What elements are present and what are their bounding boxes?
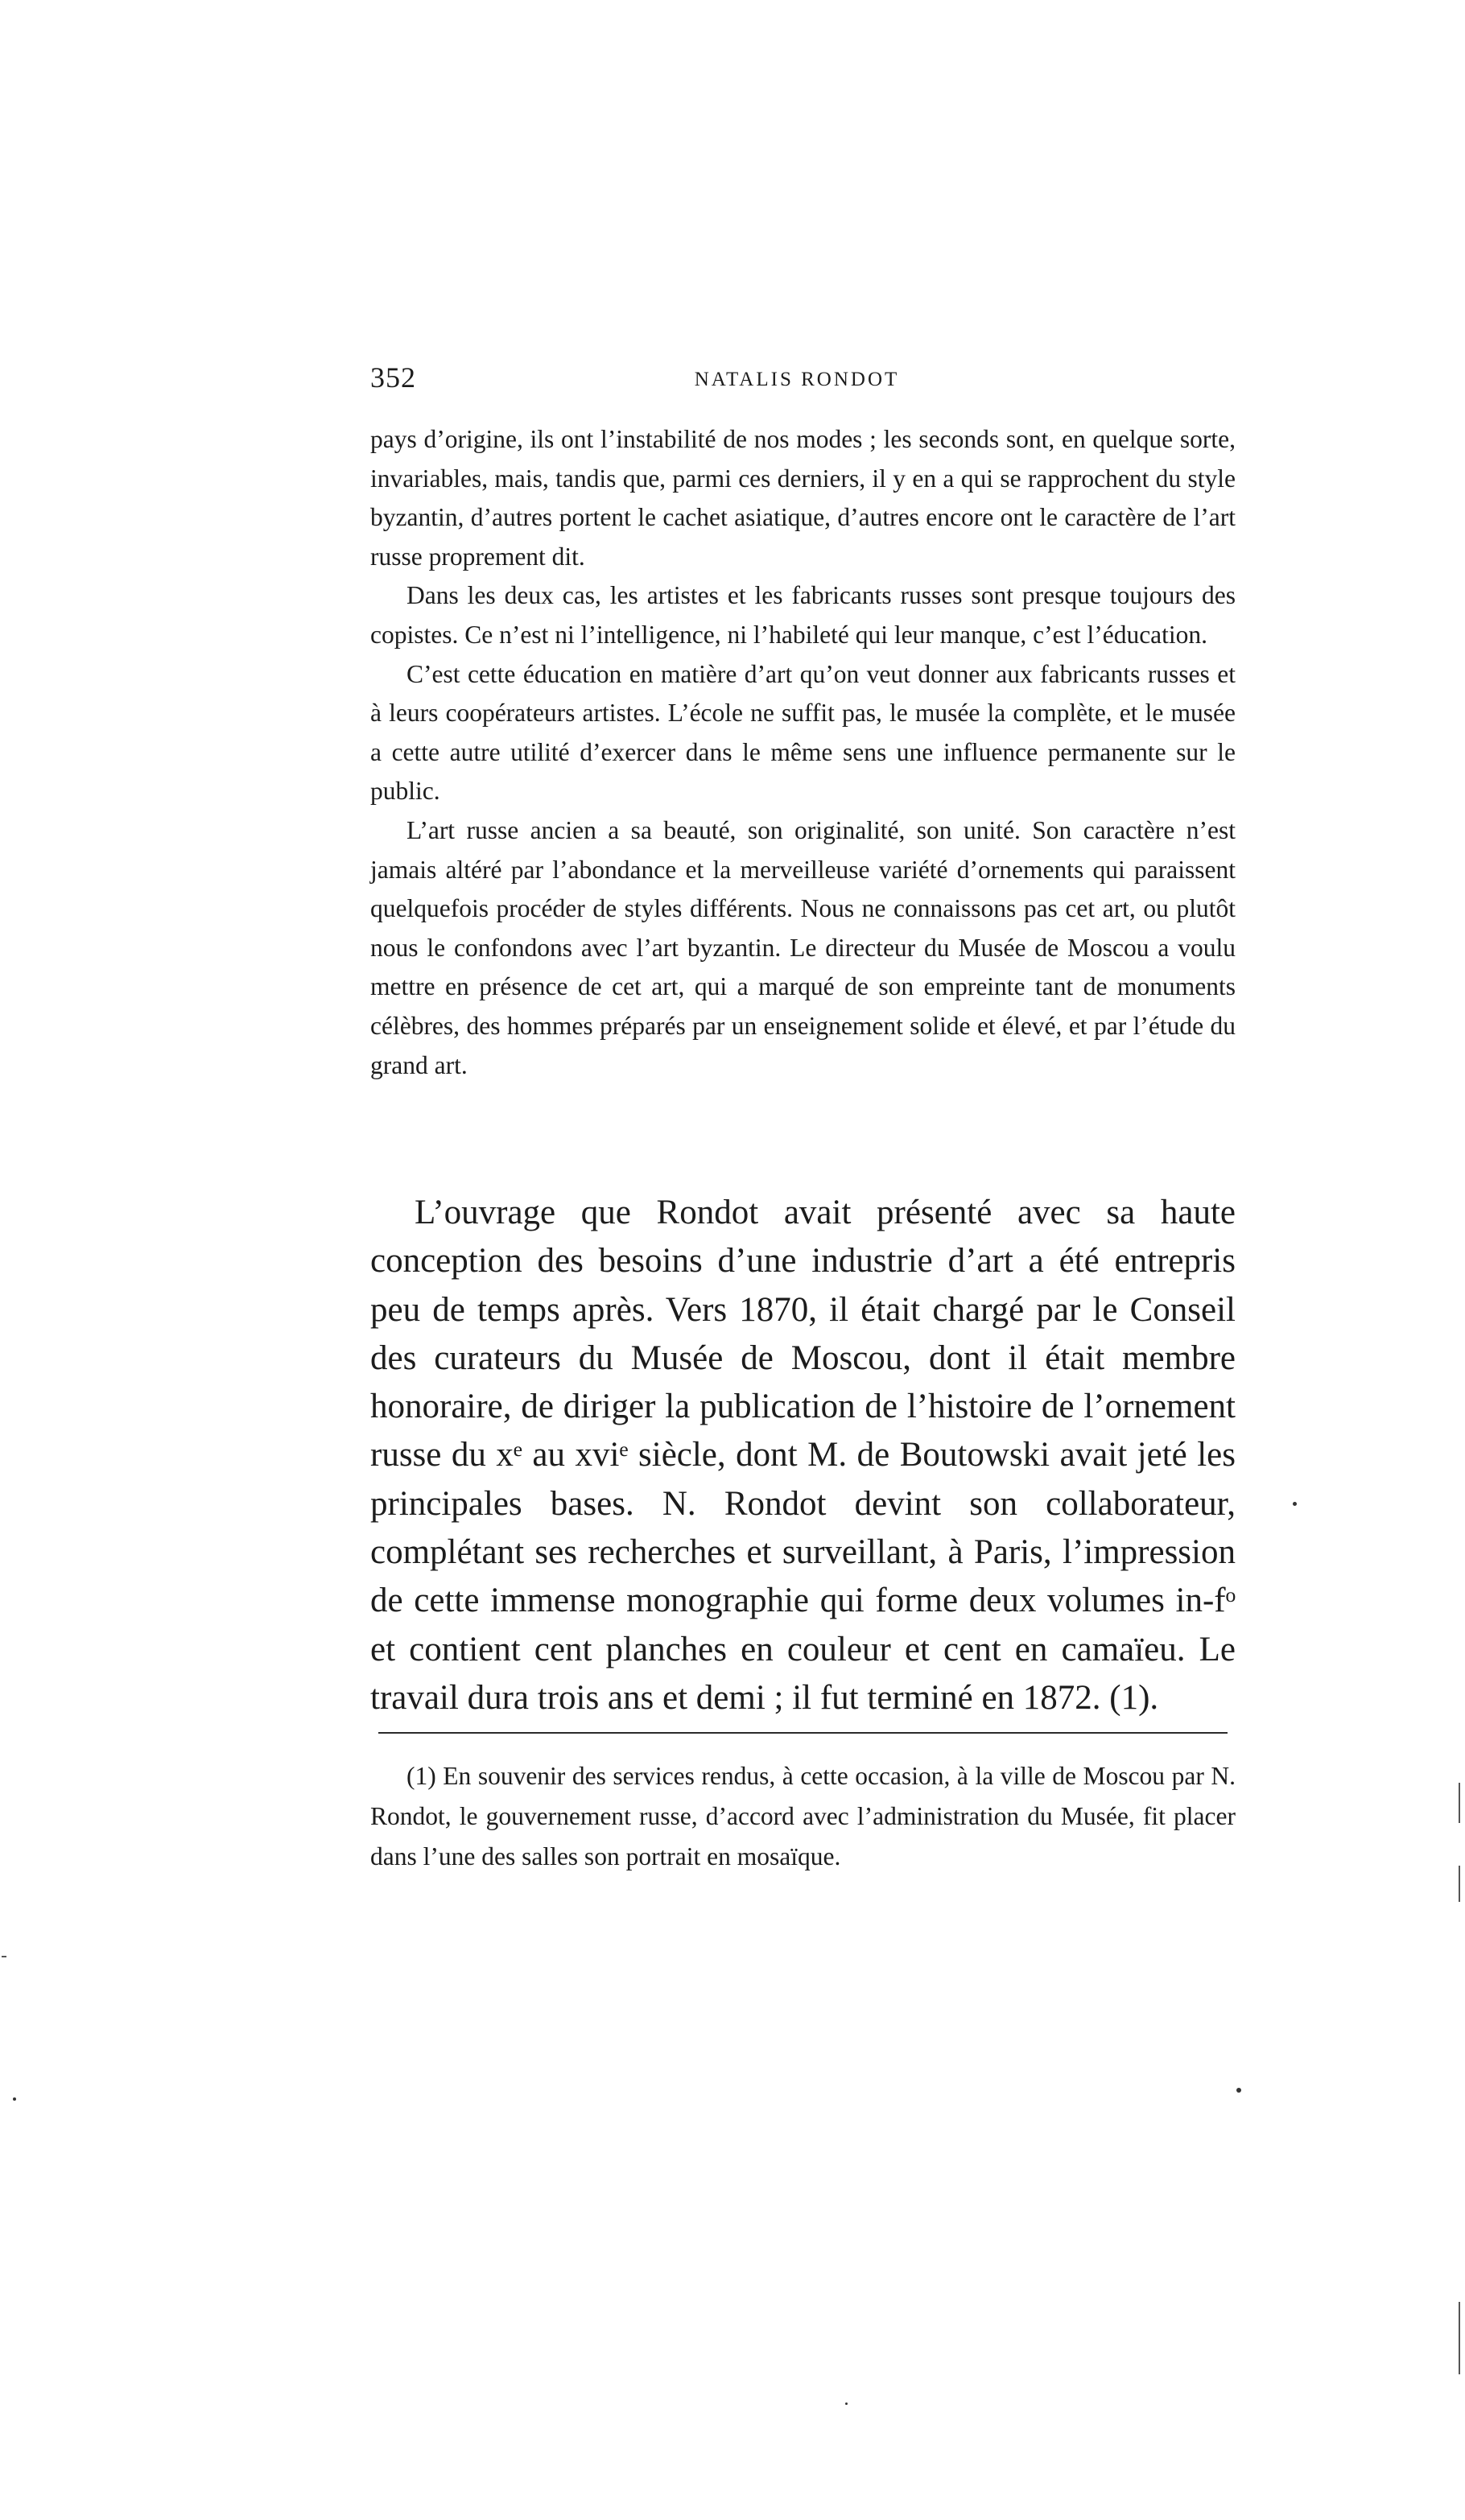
- quoted-text-block: [370, 420, 1236, 1085]
- quote-paragraph-1: pays d’origine, ils ont l’instabilité de nos modes ; les seconds sont, en quelque sorte, invariables, mais, tandis que, parmi ces derniers, il y en a qui se rapprochent du style byzantin, d’autres portent le cachet asiatique, d’autres encore ont le caractère de l’art russe proprement dit.: [370, 425, 1236, 571]
- scan-speck: [1236, 2088, 1241, 2093]
- margin-mark: [1459, 2302, 1460, 2374]
- margin-mark: [2, 1956, 6, 1957]
- running-title: NATALIS RONDOT: [694, 369, 900, 390]
- margin-mark: [1459, 1783, 1460, 1823]
- scan-speck: [845, 2402, 848, 2405]
- page-header: [370, 361, 1224, 401]
- footnote-separator: [378, 1732, 1228, 1734]
- footnote-text: (1) En souvenir des services rendus, à cette occasion, à la ville de Moscou par N. Rondot, le gouvernement russe, d’accord avec l’administration du Musée, fit placer dans l’une des salles son portrait en mosaïque.: [370, 1762, 1236, 1870]
- main-text-block: [370, 1189, 1236, 1722]
- footnote: [370, 1756, 1236, 1877]
- quote-paragraph-3: C’est cette éducation en matière d’art qu’on veut donner aux fabricants russes et à leurs coopérateurs artistes. L’école ne suffit pas, le musée la complète, et le musée a cette autre utilité d’exercer dans le même sens une influence permanente sur le public.: [370, 659, 1236, 806]
- quote-paragraph-2: Dans les deux cas, les artistes et les fabricants russes sont presque toujours des copistes. Ce n’est ni l’intelligence, ni l’habileté qui leur manque, c’est l’éducation.: [370, 581, 1236, 649]
- quote-paragraph-4: L’art russe ancien a sa beauté, son originalité, son unité. Son caractère n’est jamais altéré par l’abondance et la merveilleuse variété d’ornements qui paraissent quelquefois procéder de styles différents. Nous ne connaissons pas cet art, ou plutôt nous le confondons avec l’art byzantin. Le directeur du Musée de Moscou a voulu mettre en présence de cet art, qui a marqué de son empreinte tant de monuments célèbres, des hommes préparés par un enseignement solide et élevé, et par l’étude du grand art.: [370, 815, 1236, 1079]
- scan-speck: [1293, 1502, 1297, 1506]
- scan-speck: [13, 2097, 16, 2101]
- margin-mark: [1459, 1866, 1460, 1902]
- page-number: 352: [370, 361, 416, 394]
- main-paragraph: L’ouvrage que Rondot avait présenté avec sa haute conception des besoins d’une industrie d’art a été entrepris peu de temps après. Vers 1870, il était chargé par le Conseil des curateurs du Musée de Moscou, dont il était membre honoraire, de diriger la publication de l’histoire de l’ornement russe du xᵉ au xviᵉ siècle, dont M. de Boutowski avait jeté les principales bases. N. Rondot devint son collaborateur, complétant ses recherches et surveillant, à Paris, l’impression de cette immense monographie qui forme deux volumes in-fᵒ et contient cent planches en couleur et cent en camaïeu. Le travail dura trois ans et demi ; il fut terminé en 1872. (1).: [370, 1194, 1236, 1717]
